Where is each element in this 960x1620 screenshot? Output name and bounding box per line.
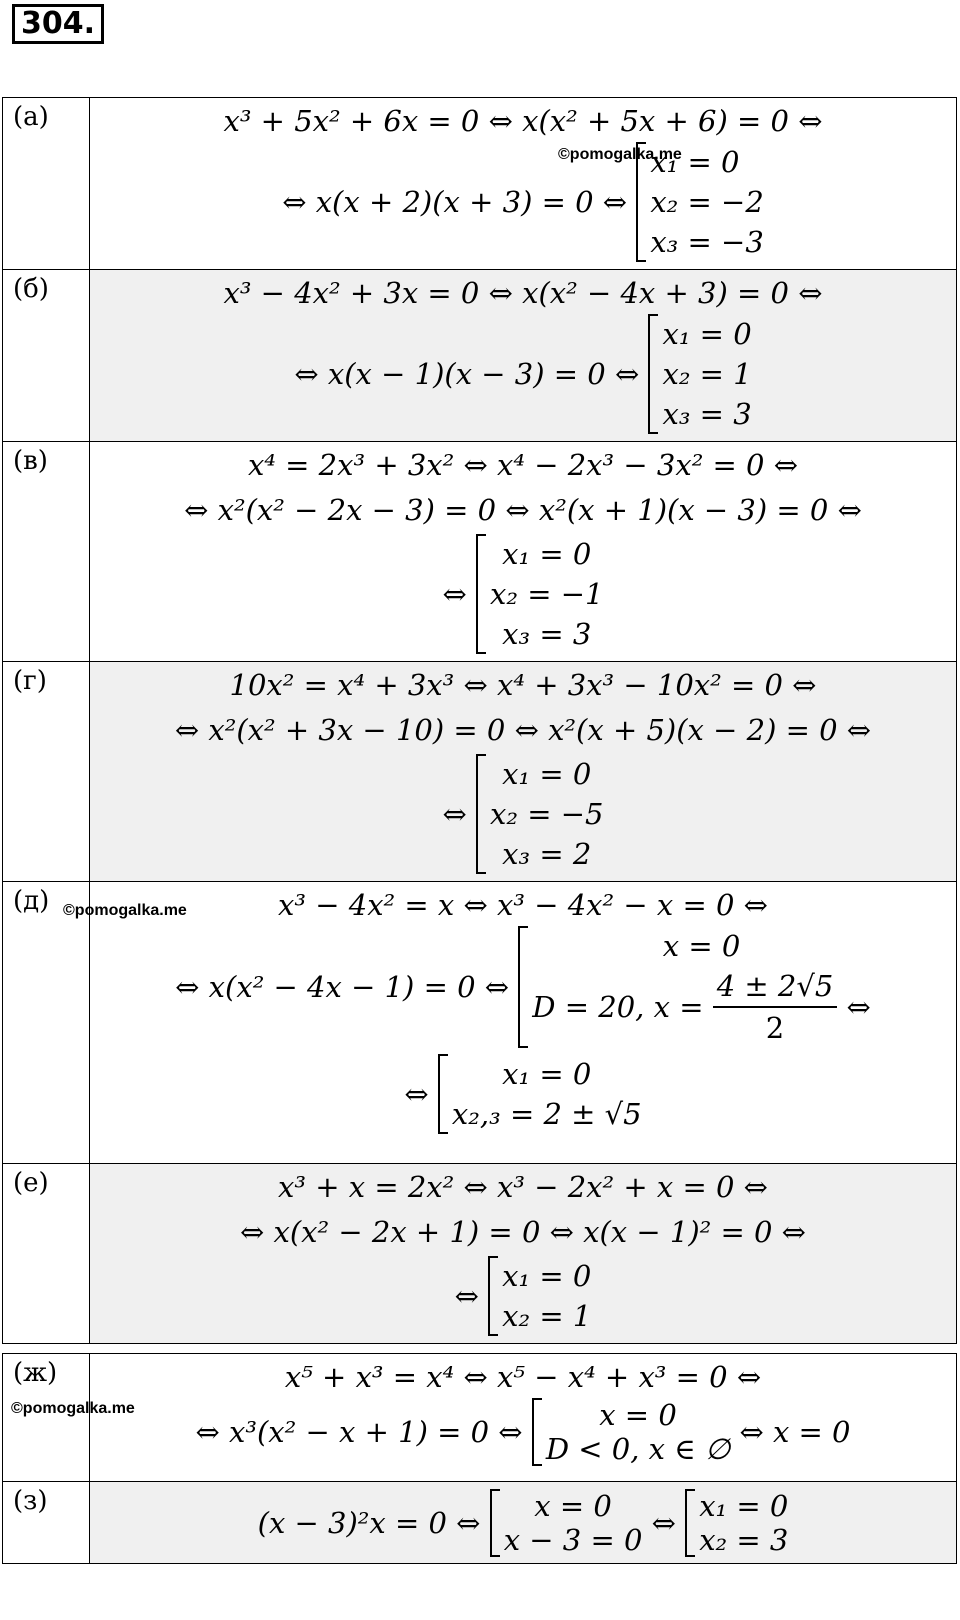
root: x₂ = −2 — [650, 185, 764, 219]
part-label: (г) — [3, 662, 90, 882]
equation-line: x³ − 4x² = x ⇔ x³ − 4x² − x = 0 ⇔ — [278, 888, 768, 922]
part-body — [90, 1482, 957, 1564]
equation-line: ⇔ x²(x² − 2x − 3) = 0 ⇔ x²(x + 1)(x − 3) = 0 ⇔ — [184, 493, 862, 527]
root: x₁ = 0 — [650, 145, 740, 179]
equivalence: ⇔ — [846, 990, 871, 1024]
root: x₁ = 0 — [502, 537, 592, 571]
root: x₂ = −1 — [490, 577, 604, 611]
equivalence: ⇔ — [651, 1505, 676, 1540]
solution-table-2 — [2, 1353, 957, 1564]
case-line: x − 3 = 0 — [503, 1522, 643, 1557]
cases-bracket — [648, 314, 751, 434]
part-z-row — [3, 1482, 957, 1564]
case-line: x = 0 — [662, 929, 741, 963]
cases-bracket — [488, 1256, 591, 1336]
case-line: D = 20, x = — [532, 990, 704, 1024]
part-label — [3, 882, 187, 1164]
root: x₂ = 1 — [662, 357, 752, 391]
part-body — [90, 1354, 957, 1482]
cases-bracket — [438, 1054, 642, 1134]
fraction-denominator: 2 — [765, 1011, 785, 1045]
part-b-row — [3, 270, 957, 442]
part-label: (е) — [3, 1164, 90, 1344]
equation-line: x⁴ = 2x³ + 3x² ⇔ x⁴ − 2x³ − 3x² = 0 ⇔ — [247, 448, 799, 482]
root: x₃ = 3 — [662, 397, 752, 431]
equation-line: x³ + 5x² + 6x = 0 ⇔ x(x² + 5x + 6) = 0 ⇔ — [223, 104, 823, 138]
part-v-row — [3, 442, 957, 662]
cases-bracket — [476, 534, 603, 654]
watermark: ©pomogalka.me — [558, 146, 682, 163]
part-a-row — [3, 98, 957, 270]
root: x₁ = 0 — [662, 317, 752, 351]
equation-line: ⇔ x(x² − 4x − 1) = 0 ⇔ — [175, 970, 510, 1004]
part-body — [90, 662, 957, 882]
part-body — [90, 270, 957, 442]
root: x₃ = 3 — [502, 617, 592, 651]
root: x₂ = −5 — [490, 797, 604, 831]
cases-bracket — [532, 1398, 730, 1466]
root: x₂ = 1 — [502, 1299, 592, 1333]
equation-line: ⇔ x(x + 2)(x + 3) = 0 ⇔ — [282, 185, 628, 219]
part-label-text: (д) — [13, 886, 50, 916]
cases-bracket — [476, 754, 603, 874]
part-body — [90, 442, 957, 662]
equation-line: x³ + x = 2x² ⇔ x³ − 2x² + x = 0 ⇔ — [278, 1170, 768, 1204]
cases-bracket — [685, 1489, 788, 1557]
part-d-row — [3, 882, 957, 1164]
watermark: ©pomogalka.me — [11, 1400, 135, 1417]
equation-line: ⇔ x = 0 — [739, 1415, 851, 1449]
part-zh-row — [3, 1354, 957, 1482]
case-line: D < 0, x ∈ ∅ — [545, 1432, 731, 1466]
fraction — [713, 966, 838, 1048]
equation-line: 10x² = x⁴ + 3x³ ⇔ x⁴ + 3x³ − 10x² = 0 ⇔ — [229, 668, 817, 702]
root: x₂ = 3 — [699, 1522, 789, 1557]
part-body — [90, 1164, 957, 1344]
case-line: x = 0 — [599, 1398, 677, 1432]
part-label-text: (ж) — [13, 1358, 58, 1388]
root: x₃ = −3 — [650, 225, 764, 259]
equation-line: (x − 3)²x = 0 ⇔ — [257, 1505, 481, 1540]
equation-line: ⇔ x(x − 1)(x − 3) = 0 ⇔ — [294, 357, 640, 391]
solution-table — [2, 97, 957, 1344]
part-label: (з) — [3, 1482, 90, 1564]
part-g-row — [3, 662, 957, 882]
part-label — [3, 1354, 135, 1482]
equation-line: ⇔ x(x² − 2x + 1) = 0 ⇔ x(x − 1)² = 0 ⇔ — [240, 1215, 806, 1249]
part-label: (в) — [3, 442, 90, 662]
cases-bracket — [490, 1489, 643, 1557]
part-label: (а) — [3, 98, 90, 270]
problem-number: 304. — [12, 4, 104, 44]
equation-line: ⇔ — [454, 1279, 479, 1313]
equation-line: ⇔ x³(x² − x + 1) = 0 ⇔ — [195, 1415, 523, 1449]
cases-bracket — [518, 926, 871, 1048]
fraction-numerator: 4 ± 2√5 — [713, 966, 838, 1008]
part-body — [90, 882, 957, 1164]
root: x₁ = 0 — [699, 1488, 789, 1523]
case-line: x = 0 — [534, 1488, 612, 1523]
root: x₃ = 2 — [502, 837, 592, 871]
equation-line: ⇔ — [442, 797, 467, 831]
part-body — [90, 98, 957, 270]
part-e-row — [3, 1164, 957, 1344]
equation-line: x⁵ + x³ = x⁴ ⇔ x⁵ − x⁴ + x³ = 0 ⇔ — [284, 1360, 762, 1394]
root: x₂,₃ = 2 ± √5 — [451, 1097, 642, 1131]
equation-line: x³ − 4x² + 3x = 0 ⇔ x(x² − 4x + 3) = 0 ⇔ — [223, 276, 823, 310]
equivalence: ⇔ — [404, 1077, 429, 1111]
root: x₁ = 0 — [502, 757, 592, 791]
root: x₁ = 0 — [502, 1057, 592, 1091]
root: x₁ = 0 — [502, 1259, 592, 1293]
part-label: (б) — [3, 270, 90, 442]
equation-line: ⇔ x²(x² + 3x − 10) = 0 ⇔ x²(x + 5)(x − 2) = 0 ⇔ — [174, 713, 872, 747]
equation-line: ⇔ — [442, 577, 467, 611]
watermark: ©pomogalka.me — [63, 902, 187, 919]
